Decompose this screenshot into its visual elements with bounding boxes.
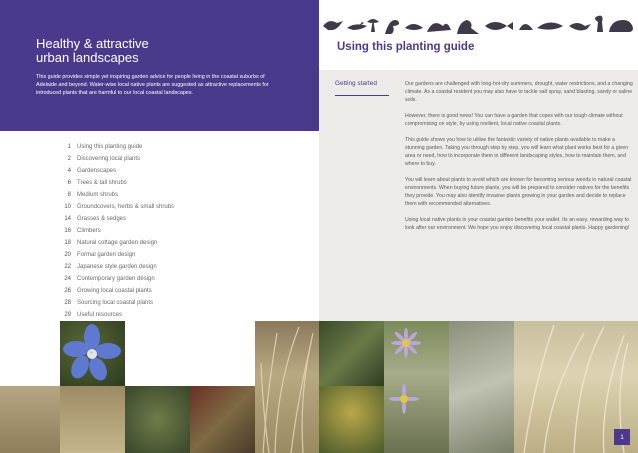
purple-daisy-photo	[384, 321, 449, 453]
toc-title: Groundcovers, herbs & small shrubs	[77, 204, 175, 210]
toc-title: Natural cottage garden design	[77, 240, 158, 246]
getting-started-label: Getting started	[335, 80, 377, 87]
dolphin-silhouette-icon	[537, 22, 563, 29]
toc-page-number: 26	[64, 288, 71, 294]
toc-title: Medium shrubs	[77, 192, 119, 198]
bird2-silhouette-icon	[569, 23, 591, 30]
toc-item	[50, 285, 250, 297]
body-paragraph: However, there is good news! You can have a garden that copes with our tough climate without compromising on style, by using resilient, local native coastal plants.	[405, 113, 623, 127]
toc-item	[50, 177, 250, 189]
toc-item	[50, 153, 250, 165]
flower-silhouette-icon	[595, 16, 603, 32]
toc-page-number: 14	[64, 216, 71, 222]
toc-page-number: 29	[64, 312, 71, 318]
toc-page-number: 4	[67, 168, 71, 174]
toc-page-number: 28	[64, 300, 71, 306]
toc-title: Discovering local plants	[77, 156, 141, 162]
kangaroo-silhouette-icon	[457, 20, 479, 34]
body-text	[405, 80, 633, 240]
orchid-silhouette-icon	[367, 18, 379, 32]
toc-item	[50, 309, 250, 321]
toc-item	[50, 165, 250, 177]
seedhead-grass-photo	[60, 386, 125, 453]
toc-item	[50, 189, 250, 201]
animal-silhouettes-icon	[319, 14, 638, 36]
emu-silhouette-icon	[385, 20, 399, 34]
title-line-1: Healthy & attractive	[36, 36, 149, 51]
title-line-2: urban landscapes	[36, 50, 139, 65]
bird-silhouette-icon	[323, 21, 343, 30]
toc-page-number: 6	[67, 180, 71, 186]
toc-title: Japanese style garden design	[77, 264, 157, 270]
wombat-silhouette-icon	[609, 20, 633, 32]
toc-title: Formal garden design	[77, 252, 136, 258]
intro-paragraph: This guide provides simple yet inspiring garden advice for people living in the coastal suburbs of Adelaide and beyond. Water-wise local native plants are suggested as attractive replacements for introduced plants that are harmful to our local coastal landscapes.	[36, 74, 269, 96]
green-shrub-photo	[319, 321, 384, 386]
toc-item	[50, 141, 250, 153]
toc-page-number: 22	[64, 264, 71, 270]
green-shrub-photo	[125, 386, 190, 453]
body-paragraph: This guide shows you how to utilise the fantastic variety of native plants available to make a stunning garden. Taking you through step by step, you will learn what plant works best for a given area or need, how to incorporate them in different landscaping styles, how to maintain them, and where to buy.	[405, 137, 629, 167]
toc-item	[50, 273, 250, 285]
shrub-silhouette-icon	[427, 23, 451, 32]
seedhead-grass-photo	[255, 321, 319, 453]
lizard-silhouette-icon	[347, 22, 367, 30]
photo-strip	[0, 321, 638, 453]
toc-page-number: 16	[64, 228, 71, 234]
header-band	[319, 0, 638, 70]
toc-item	[50, 297, 250, 309]
table-of-contents	[50, 141, 250, 321]
toc-title: Useful resources	[77, 312, 123, 318]
toc-title: Trees & tall shrubs	[77, 180, 127, 186]
grass-tufts-photo	[0, 386, 60, 453]
toc-item	[50, 249, 250, 261]
toc-item	[50, 201, 250, 213]
toc-title: Using this planting guide	[77, 144, 143, 150]
blue-flower-photo	[60, 321, 125, 386]
toc-page-number: 18	[64, 240, 71, 246]
body-paragraph: You will learn about plants to avoid which are known for becoming serious weeds in natural coastal environments. When buying future plants, you will be prepared to consider natives for the benefits they provide. You may also identify invasive plants growing in your garden and decide to replace them with recommended alternatives.	[405, 177, 632, 207]
fish-silhouette-icon	[485, 22, 513, 30]
green-shrub-photo	[319, 386, 384, 453]
crab-silhouette-icon	[405, 24, 423, 30]
toc-title: Gardenscapes	[77, 168, 117, 174]
intro-banner	[0, 0, 319, 131]
red-leaf-shrub-photo	[190, 386, 255, 453]
toc-page-number: 20	[64, 252, 71, 258]
toc-page-number: 24	[64, 276, 71, 282]
toc-page-number: 10	[64, 204, 71, 210]
page-title-left	[36, 37, 296, 65]
toc-title: Climbers	[77, 228, 101, 234]
toc-item	[50, 213, 250, 225]
label-divider	[335, 95, 389, 96]
toc-page-number: 2	[67, 156, 71, 162]
toc-item	[50, 225, 250, 237]
toc-title: Grasses & sedges	[77, 216, 127, 222]
section-title: Using this planting guide	[337, 41, 475, 53]
getting-started-panel	[319, 70, 638, 321]
body-paragraph: Using local native plants in your coastal garden benefits your wallet. Its an easy, rewarding way to look after our environment. We hope you enjoy discovering local coastal plants. Happy gardening!	[405, 217, 630, 231]
body-paragraph: Our gardens are challenged with long-hot-dry summers, drought, water restrictions, and a changing climate. As a coastal resident you may also have to tackle salt spray, sand blasting, sandy or saline soils.	[405, 81, 633, 103]
toc-item	[50, 237, 250, 249]
toc-title: Growing local coastal plants	[77, 288, 152, 294]
toc-page-number: 8	[67, 192, 71, 198]
toc-title: Sourcing local coastal plants	[77, 300, 154, 306]
toc-title: Contemporary garden design	[77, 276, 155, 282]
page-number: 1	[614, 429, 630, 445]
grey-foliage-photo	[449, 321, 514, 453]
toc-page-number: 1	[67, 144, 71, 150]
toc-item	[50, 261, 250, 273]
shell-silhouette-icon	[519, 24, 533, 30]
